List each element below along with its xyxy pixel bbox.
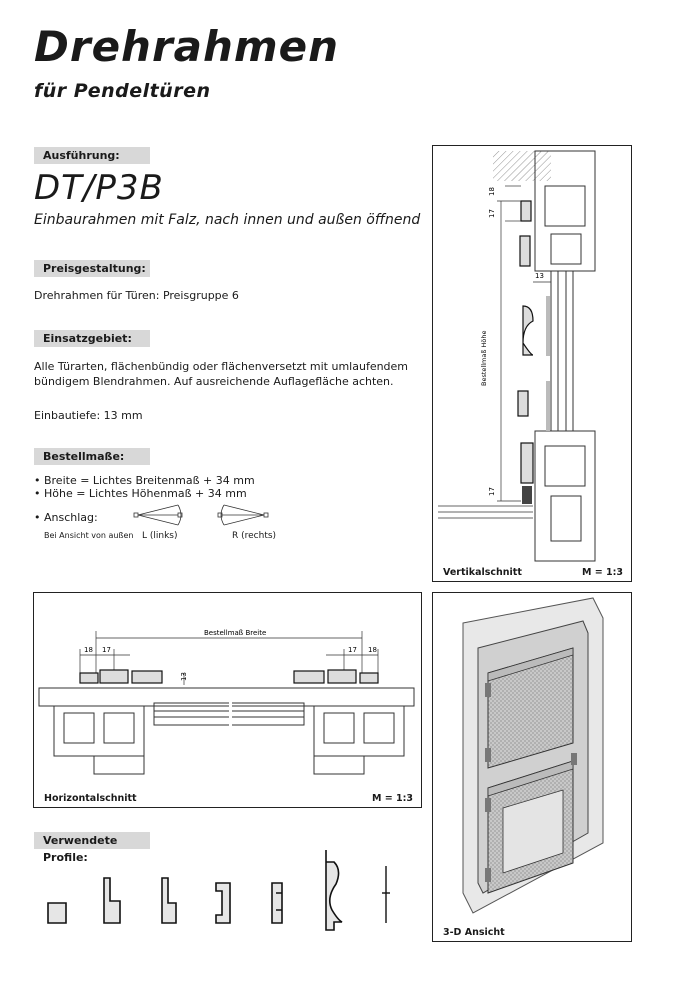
v-dim-17-top: 17 — [488, 209, 496, 218]
usage-line-1: Alle Türarten, flächenbündig oder flächenversetzt mit umlaufendem — [34, 360, 409, 373]
section-label-usage: Einsatzgebiet: — [34, 330, 150, 347]
vertical-section-scale: M = 1:3 — [581, 567, 623, 578]
profile-1 — [48, 903, 66, 923]
product-description: Einbaurahmen mit Falz, nach innen und außen öffnend — [34, 212, 421, 228]
section-label-profiles: Verwendete Profile: — [34, 832, 150, 849]
h-dim-13: 13 — [180, 672, 188, 681]
v-dim-13: 13 — [535, 272, 544, 280]
3d-view-panel — [432, 592, 632, 942]
vertical-section-drawing — [433, 146, 631, 564]
profile-4 — [216, 883, 230, 923]
vertical-section-panel — [432, 145, 632, 582]
profile-3 — [162, 878, 176, 923]
hinge-direction-icons — [120, 502, 280, 530]
v-order-height-label: Bestellmaß Höhe — [480, 330, 488, 386]
usage-line-2: bündigem Blendrahmen. Auf ausreichende Auflagefläche achten. — [34, 375, 394, 388]
order-width: • Breite = Lichtes Breitenmaß + 34 mm — [34, 474, 255, 487]
v-dim-18: 18 — [488, 187, 496, 196]
vertical-section-caption: Vertikalschnitt — [443, 567, 522, 578]
hinge-right-label: R (rechts) — [232, 531, 277, 541]
3d-view-caption: 3-D Ansicht — [443, 927, 505, 938]
page-subtitle: für Pendeltüren — [34, 80, 211, 102]
order-hinge-label: • Anschlag: — [34, 511, 98, 524]
installation-depth: Einbautiefe: 13 mm — [34, 409, 143, 422]
pricing-text: Drehrahmen für Türen: Preisgruppe 6 — [34, 289, 239, 302]
order-height: • Höhe = Lichtes Höhenmaß + 34 mm — [34, 487, 247, 500]
profile-shapes — [34, 848, 414, 938]
h-dim-18-left: 18 — [84, 646, 93, 654]
hinge-left-label: L (links) — [142, 531, 178, 541]
section-label-pricing: Preisgestaltung: — [34, 260, 150, 277]
horizontal-section-drawing — [34, 593, 421, 789]
page-title: Drehrahmen — [34, 22, 340, 71]
profile-6 — [326, 850, 342, 930]
product-code: DT/P3B — [34, 168, 164, 208]
profile-5 — [272, 883, 282, 923]
profile-2 — [104, 878, 120, 923]
h-order-width-label: Bestellmaß Breite — [204, 629, 267, 637]
h-dim-18-right: 18 — [368, 646, 377, 654]
view-note: Bei Ansicht von außen — [44, 531, 134, 540]
horizontal-section-caption: Horizontalschnitt — [44, 793, 137, 804]
h-dim-17-left: 17 — [102, 646, 111, 654]
h-dim-17-right: 17 — [348, 646, 357, 654]
horizontal-section-panel — [33, 592, 422, 808]
horizontal-section-scale: M = 1:3 — [371, 793, 413, 804]
section-label-order: Bestellmaße: — [34, 448, 150, 465]
v-dim-17-bottom: 17 — [488, 487, 496, 496]
section-label-execution: Ausführung: — [34, 147, 150, 164]
3d-view-drawing — [433, 593, 631, 923]
